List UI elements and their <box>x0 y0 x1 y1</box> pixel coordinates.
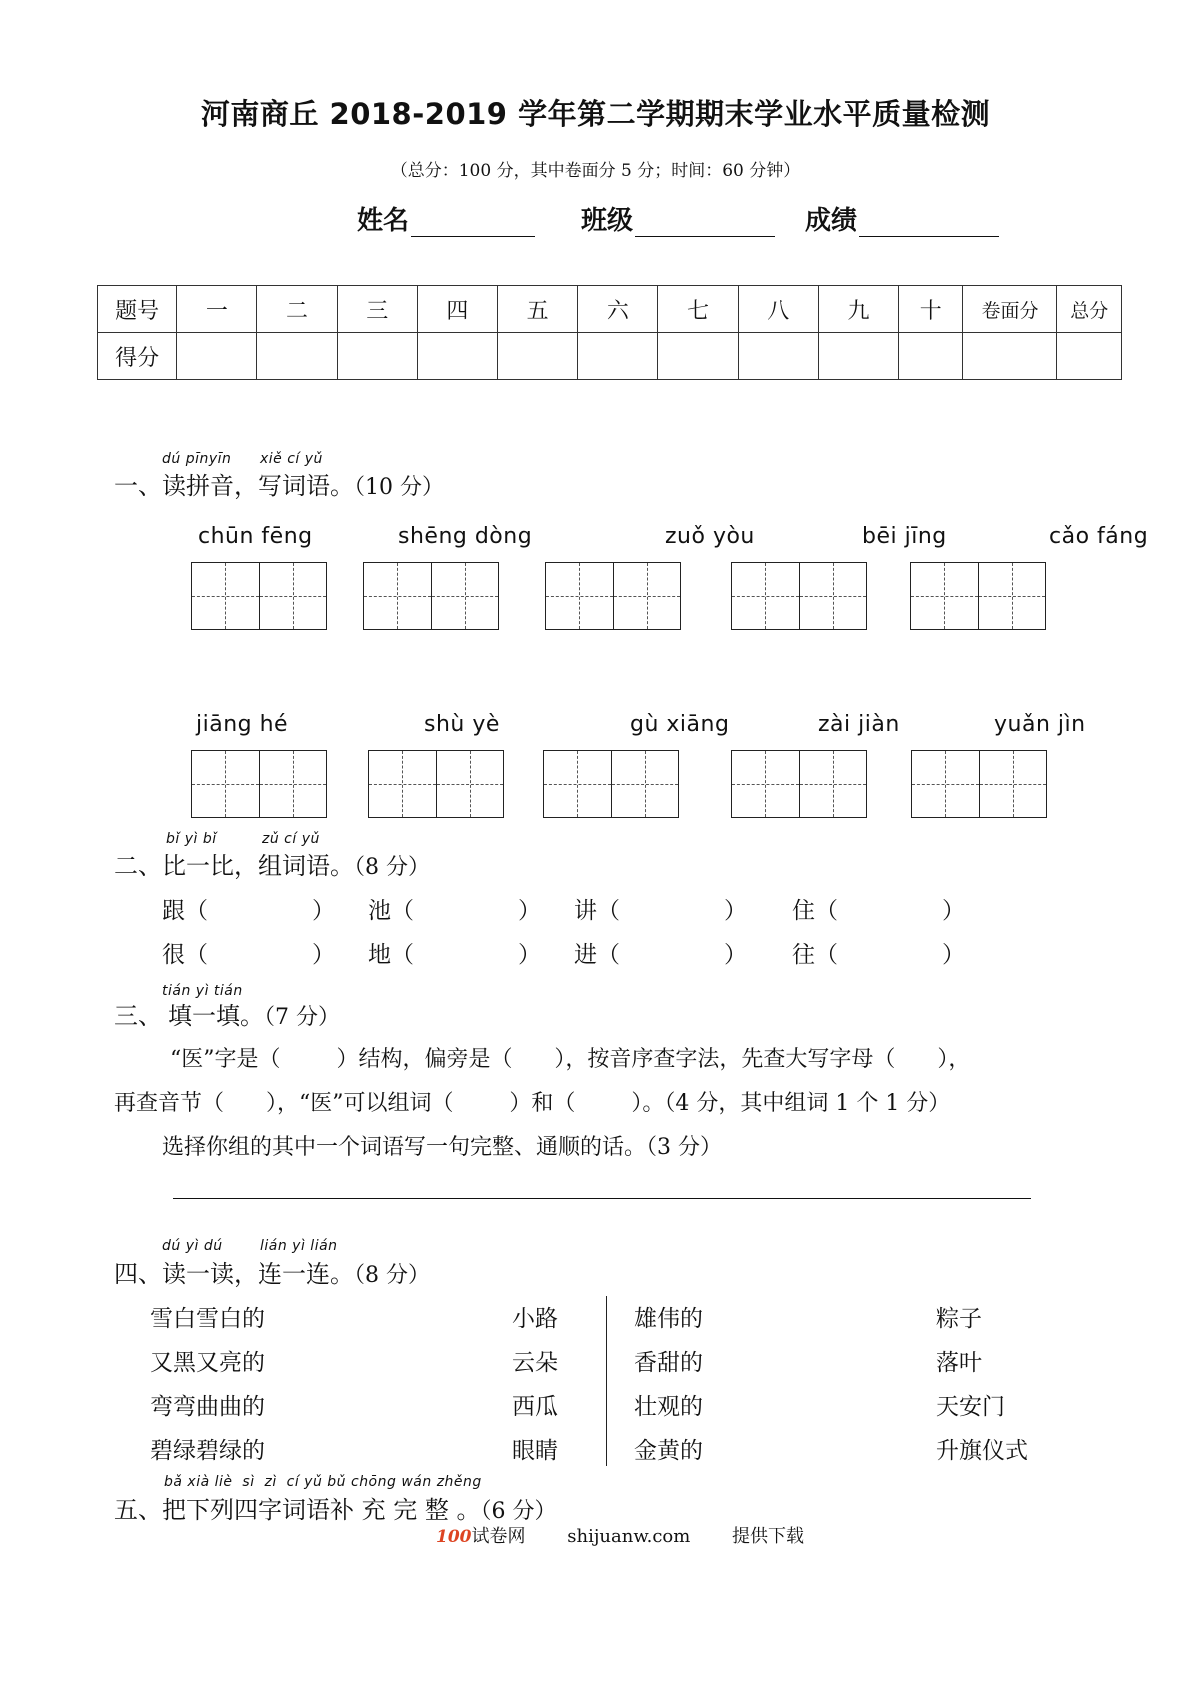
section-title: 连一连。 <box>258 1260 354 1288</box>
section-number: 五、 <box>114 1496 162 1524</box>
section-points: （6 分） <box>480 1499 557 1524</box>
name-blank[interactable] <box>411 206 535 237</box>
writing-grid[interactable] <box>368 750 504 818</box>
match-word-right[interactable]: 云朵 <box>512 1350 558 1376</box>
match-word-right[interactable]: 升旗仪式 <box>936 1438 1028 1464</box>
writing-grid[interactable] <box>543 750 679 818</box>
match-word-left[interactable]: 又黑又亮的 <box>150 1350 265 1376</box>
score-input-cell[interactable] <box>963 333 1057 380</box>
table-cell: 十 <box>899 286 963 333</box>
section-title: 比一比， <box>162 852 258 880</box>
section-title: 读一读， <box>162 1260 258 1288</box>
match-word-right[interactable]: 眼睛 <box>512 1438 558 1464</box>
section2-ruby-a: bǐ yì bǐ <box>166 831 217 847</box>
bracket-close: ） <box>942 898 965 924</box>
bracket-close: ） <box>518 898 541 924</box>
score-input-cell[interactable] <box>899 333 963 380</box>
pinyin-prompt: shù yè <box>424 712 500 737</box>
section-title: 组词语。 <box>258 852 354 880</box>
table-cell: 七 <box>658 286 738 333</box>
match-word-right[interactable]: 天安门 <box>936 1394 1005 1420</box>
table-cell: 得分 <box>98 333 177 380</box>
pinyin-prompt: zuǒ yòu <box>665 524 755 549</box>
compare-item: 进（ <box>574 942 620 968</box>
table-cell: 三 <box>337 286 417 333</box>
footer-note: 提供下载 <box>732 1526 805 1547</box>
writing-grid[interactable] <box>191 562 327 630</box>
compare-item: 往（ <box>792 942 838 968</box>
bracket-close: ） <box>942 942 965 968</box>
pinyin-prompt: yuǎn jìn <box>994 712 1086 737</box>
pinyin-prompt: cǎo fáng <box>1049 524 1149 549</box>
section-title: 把下列四字词语补 充 完 整 。 <box>162 1496 481 1524</box>
match-word-left[interactable]: 金黄的 <box>634 1438 703 1464</box>
score-input-cell[interactable] <box>818 333 898 380</box>
table-cell: 六 <box>578 286 658 333</box>
match-word-left[interactable]: 雄伟的 <box>634 1306 703 1332</box>
pinyin-prompt: shēng dòng <box>398 524 533 549</box>
section2-ruby-b: zǔ cí yǔ <box>262 831 320 847</box>
site-name: 试卷网 <box>471 1526 526 1547</box>
pinyin-prompt: gù xiāng <box>630 712 730 737</box>
compare-item: 住（ <box>792 898 838 924</box>
section-number: 二、 <box>114 852 162 880</box>
pinyin-prompt: jiāng hé <box>196 712 289 737</box>
score-input-cell[interactable] <box>658 333 738 380</box>
section-title: 填一填。 <box>168 1002 264 1030</box>
match-word-left[interactable]: 香甜的 <box>634 1350 703 1376</box>
writing-grid[interactable] <box>731 562 867 630</box>
writing-grid[interactable] <box>911 750 1047 818</box>
table-cell: 九 <box>818 286 898 333</box>
exam-subtitle: （总分：100 分，其中卷面分 5 分；时间：60 分钟） <box>390 161 801 181</box>
bracket-close: ） <box>312 942 335 968</box>
writing-grid[interactable] <box>363 562 499 630</box>
writing-grid[interactable] <box>731 750 867 818</box>
writing-grid[interactable] <box>545 562 681 630</box>
section1-heading <box>114 466 444 501</box>
section-number: 四、 <box>114 1260 162 1288</box>
match-word-left[interactable]: 弯弯曲曲的 <box>150 1394 265 1420</box>
section2-heading <box>114 846 430 881</box>
answer-line[interactable] <box>173 1198 1031 1199</box>
bracket-close: ） <box>724 898 747 924</box>
score-table-score-row <box>98 333 1122 380</box>
table-cell: 一 <box>177 286 257 333</box>
score-table-header-row <box>98 286 1122 333</box>
section4-heading <box>114 1254 430 1289</box>
match-word-left[interactable]: 雪白雪白的 <box>150 1306 265 1332</box>
match-word-left[interactable]: 碧绿碧绿的 <box>150 1438 265 1464</box>
site-url[interactable]: shijuanw.com <box>567 1526 691 1547</box>
pinyin-prompt: bēi jīng <box>862 524 947 549</box>
section-number: 一、 <box>114 472 162 500</box>
section4-ruby-b: lián yì lián <box>260 1238 338 1254</box>
section-points: （8 分） <box>354 855 430 880</box>
match-word-right[interactable]: 粽子 <box>936 1306 982 1332</box>
section-points: （7 分） <box>264 1005 340 1030</box>
table-cell: 八 <box>738 286 818 333</box>
table-cell: 总分 <box>1057 286 1122 333</box>
match-word-right[interactable]: 落叶 <box>936 1350 982 1376</box>
compare-item: 地（ <box>368 942 414 968</box>
compare-item: 跟（ <box>162 898 208 924</box>
score-input-cell[interactable] <box>738 333 818 380</box>
pinyin-prompt: chūn fēng <box>198 524 313 549</box>
table-cell: 四 <box>417 286 497 333</box>
section3-heading <box>114 996 340 1031</box>
section-title: 读拼音， <box>162 472 258 500</box>
section4-ruby-a: dú yì dú <box>162 1238 223 1254</box>
section-points: （10 分） <box>354 475 444 500</box>
section1-ruby-a: dú pīnyīn <box>162 451 232 467</box>
writing-grid[interactable] <box>191 750 327 818</box>
match-word-right[interactable]: 西瓜 <box>512 1394 558 1420</box>
section5-heading <box>114 1490 557 1525</box>
score-table <box>97 285 1122 380</box>
section-points: （8 分） <box>354 1263 430 1288</box>
section3-line3: 选择你组的其中一个词语写一句完整、通顺的话。（3 分） <box>162 1135 722 1160</box>
score-input-cell[interactable] <box>1057 333 1122 380</box>
section3-ruby: tián yì tián <box>162 983 243 999</box>
bracket-close: ） <box>518 942 541 968</box>
score-input-cell[interactable] <box>578 333 658 380</box>
section-number: 三、 <box>114 1002 162 1030</box>
compare-item: 很（ <box>162 942 208 968</box>
compare-item: 池（ <box>368 898 414 924</box>
table-cell: 题号 <box>98 286 177 333</box>
writing-grid[interactable] <box>910 562 1046 630</box>
match-word-right[interactable]: 小路 <box>512 1306 558 1332</box>
table-cell: 卷面分 <box>963 286 1057 333</box>
page-title: 河南商丘 2018-2019 学年第二学期期末学业水平质量检测 <box>200 97 991 131</box>
table-cell: 二 <box>257 286 337 333</box>
compare-item: 讲（ <box>574 898 620 924</box>
section3-line2: 再查音节（ ），“医”可以组词（ ）和（ ）。（4 分，其中组词 1 个 1 分） <box>114 1091 951 1116</box>
score-field[interactable] <box>805 200 999 237</box>
site-logo: 100 <box>436 1527 472 1547</box>
score-blank[interactable] <box>859 206 999 237</box>
bracket-close: ） <box>724 942 747 968</box>
score-label: 成绩 <box>805 206 858 236</box>
class-blank[interactable] <box>635 206 775 237</box>
section5-ruby: bǎ xià liè sì zì cí yǔ bǔ chōng wán zhěng <box>164 1474 482 1490</box>
name-field[interactable] <box>357 200 535 237</box>
section-title: 写词语。 <box>258 472 354 500</box>
score-input-cell[interactable] <box>337 333 417 380</box>
class-field[interactable] <box>581 200 775 237</box>
table-cell: 五 <box>498 286 578 333</box>
score-input-cell[interactable] <box>498 333 578 380</box>
class-label: 班级 <box>581 206 634 236</box>
footer <box>436 1522 804 1548</box>
score-input-cell[interactable] <box>257 333 337 380</box>
pinyin-prompt: zài jiàn <box>818 712 900 737</box>
name-label: 姓名 <box>357 206 410 236</box>
section3-line1: “医”字是（ ）结构，偏旁是（ ），按音序查字法，先查大写字母（ ）， <box>170 1047 971 1072</box>
bracket-close: ） <box>312 898 335 924</box>
score-input-cell[interactable] <box>417 333 497 380</box>
section1-ruby-b: xiě cí yǔ <box>260 451 323 467</box>
match-word-left[interactable]: 壮观的 <box>634 1394 703 1420</box>
column-divider <box>606 1296 607 1466</box>
score-input-cell[interactable] <box>177 333 257 380</box>
